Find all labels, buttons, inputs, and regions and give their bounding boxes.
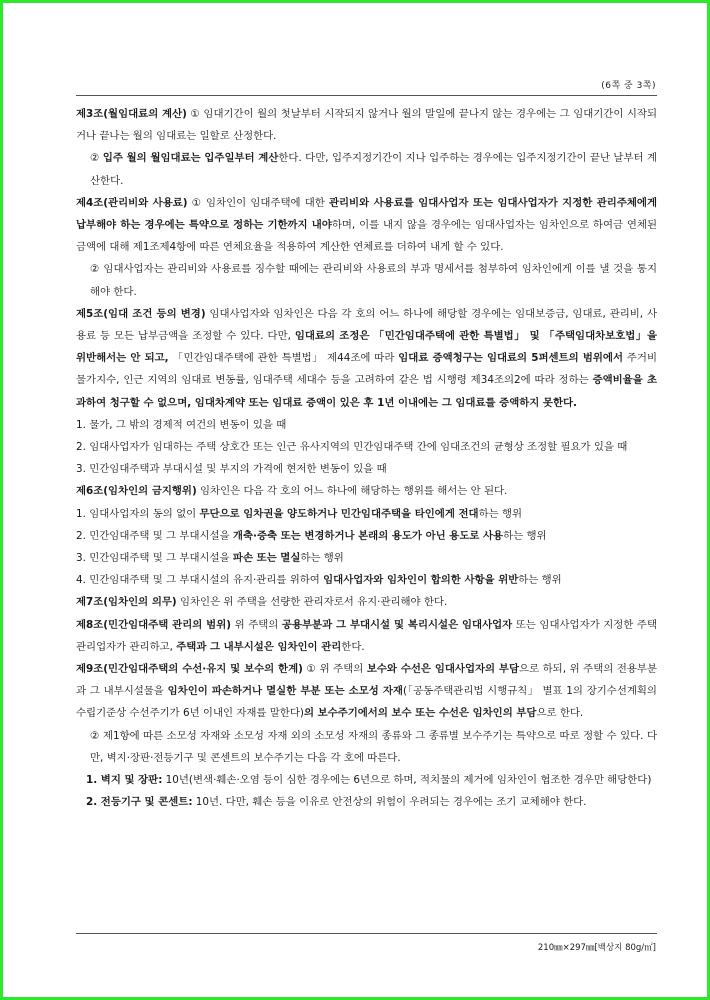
article-5-item-3: 3. 민간임대주택과 부대시설 및 부지의 가격에 현저한 변동이 있을 때 xyxy=(76,463,387,476)
article-9-item-1: 1. 벽지 및 장판: 10년(변색·훼손·오염 등이 심한 경우에는 6년으로 하며, 적치물의 제거에 임차인이 협조한 경우만 해당한다) xyxy=(86,774,652,787)
article-5-item-2: 2. 임대사업자가 임대하는 주택 상호간 또는 인근 유사지역의 민간임대주택 간에 임대조건의 균형상 조정할 필요가 있을 때 xyxy=(76,441,628,454)
footer-rule xyxy=(76,933,657,934)
article-6-item-4: 4. 민간임대주택 및 그 부대시설의 유지·관리를 위하여 임대사업자와 임차인이 합의한 사항을 위반하는 행위 xyxy=(76,574,562,587)
article-6-item-1: 1. 임대사업자의 동의 없이 무단으로 임차권을 양도하거나 민간임대주택을 타인에게 전대하는 행위 xyxy=(76,507,523,520)
article-3-para-2: ② 입주 월의 월임대료는 입주일부터 계산한다. 다만, 입주지정기간이 지나 입주하는 경우에는 입주지정기간이 끝난 날부터 계산한다. xyxy=(90,152,657,187)
article-6-item-3: 3. 민간임대주택 및 그 부대시설을 파손 또는 멸실하는 행위 xyxy=(76,552,344,565)
article-4-para-2: ② 임대사업자는 관리비와 사용료를 징수할 때에는 관리비와 사용료의 부과 명세서를 첨부하여 임차인에게 이를 낼 것을 통지해야 한다. xyxy=(90,263,657,298)
contract-body xyxy=(76,103,657,814)
article-7: 제7조(임차인의 의무) 임차인은 위 주택을 선량한 관리자로서 유지·관리해야 한다. xyxy=(76,596,448,609)
article-3-para-1: 제3조(월임대료의 계산) ① 임대기간이 월의 첫날부터 시작되지 않거나 월의 말일에 끝나지 않는 경우에는 그 임대기간이 시작되거나 끝나는 월의 임대료는 일할로 산정한다. xyxy=(76,108,657,143)
article-6: 제6조(임차인의 금지행위) 임차인은 다음 각 호의 어느 하나에 해당하는 행위를 해서는 안 된다. xyxy=(76,485,508,498)
page-number: (6쪽 중 3쪽) xyxy=(601,81,656,91)
article-8: 제8조(민간임대주택 관리의 범위) 위 주택의 공용부분과 그 부대시설 및 복리시설은 임대사업자 또는 임대사업자가 지정한 주택관리업자가 관리하고, 주택과 그 내부시설은 임차인이 관리한다. xyxy=(76,618,657,653)
article-9-para-1: 제9조(민간임대주택의 수선·유지 및 보수의 한계) ① 위 주택의 보수와 수선은 임대사업자의 부담으로 하되, 위 주택의 전용부분과 그 내부시설물을 임차인이 파손하거나 멸실한 부분 또는 소모성 자재(「공동주택관리법 시행규칙」 별표 1의 장기수선계획의 수립기준상 수선주기가 6년 이내인 자재를 말한다)의 보수주기에서의 보수 또는 수선은 임차인의 부담으로 한다. xyxy=(76,663,658,720)
article-5: 제5조(임대 조건 등의 변경) 임대사업자와 임차인은 다음 각 호의 어느 하나에 해당할 경우에는 임대보증금, 임대료, 관리비, 사용료 등 모든 납부금액을 조정할 수 있다. 다만, 임대료의 조정은 「민간임대주택에 관한 특별법」 및 「주택임대차보호법」을 위반해서는 안 되고, 「민간임대주택에 관한 특별법」 제44조에 따라 임대료 증액청구는 임대료의 5퍼센트의 범위에서 주거비 물가지수, 인근 지역의 임대료 변동률, 임대주택 세대수 등을 고려하여 같은 법 시행령 제34조의2에 따라 정하는 증액비율을 초과하여 청구할 수 없으며, 임대차계약 또는 임대료 증액이 있은 후 1년 이내에는 그 임대료를 증액하지 못한다. xyxy=(76,307,658,409)
article-4-para-1: 제4조(관리비와 사용료) ① 임차인이 임대주택에 대한 관리비와 사용료를 임대사업자 또는 임대사업자가 지정한 관리주체에게 납부해야 하는 경우에는 특약으로 정하는 기한까지 내야하며, 이를 내지 않을 경우에는 임대사업자는 임차인으로 하여금 연체된 금액에 대해 제1조제4항에 따른 연체요율을 적용하여 계산한 연체료를 더하여 내게 할 수 있다. xyxy=(76,196,658,254)
paper-spec: 210㎜×297㎜[백상지 80g/㎡] xyxy=(537,943,656,953)
article-9-item-2: 2. 전등기구 및 콘센트: 10년. 다만, 훼손 등을 이유로 안전상의 위험이 우려되는 경우에는 조기 교체해야 한다. xyxy=(86,796,587,809)
header-rule xyxy=(76,95,657,96)
article-6-item-2: 2. 민간임대주택 및 그 부대시설을 개축·증축 또는 변경하거나 본래의 용도가 아닌 용도로 사용하는 행위 xyxy=(76,529,547,542)
article-5-item-1: 1. 물가, 그 밖의 경제적 여건의 변동이 있을 때 xyxy=(76,418,287,431)
article-9-para-2: ② 제1항에 따른 소모성 자재와 소모성 자재 외의 소모성 자재의 종류와 그 종류별 보수주기는 특약으로 따로 정할 수 있다. 다만, 벽지·장판·전등기구 및 콘센트의 보수주기는 다음 각 호에 따른다. xyxy=(90,729,657,764)
